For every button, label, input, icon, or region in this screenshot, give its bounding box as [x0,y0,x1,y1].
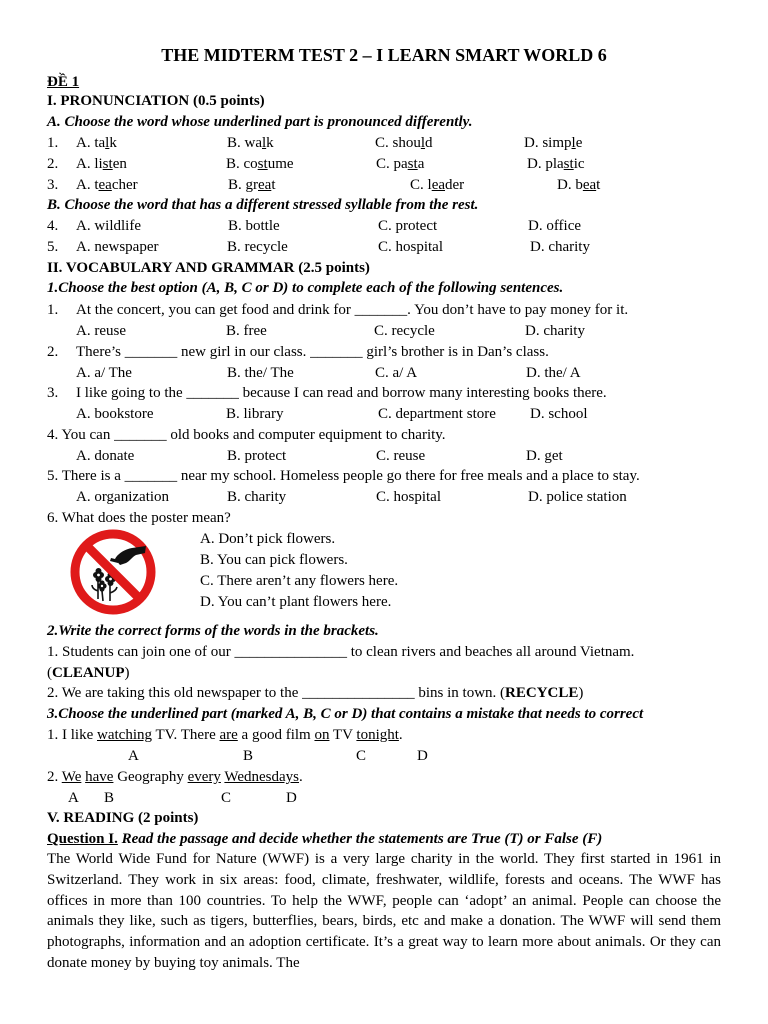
option-c: C. leader [410,177,465,193]
option-a: A. reuse [76,323,126,339]
option-a: A. talk [76,135,117,151]
option-b: B. free [226,323,267,339]
letter-c: C [221,790,232,806]
option-c: C. department store [378,406,496,422]
section1-partA: A. Choose the word whose underlined part is pronounced differently. [47,114,473,130]
letter-d: D [286,790,297,806]
poster-option-a: A. Don’t pick flowers. [200,531,336,547]
word-form-1: 1. Students can join one of our _______________ to clean rivers and beaches all around Vietnam. [47,644,635,660]
section5-heading: V. READING (2 points) [47,810,199,826]
option-c: C. hospital [378,239,444,255]
section1-heading: I. PRONUNCIATION (0.5 points) [47,93,265,109]
option-b: B. charity [227,489,287,505]
reading-question-1: Question I. Read the passage and decide whether the statements are True (T) or False (F) [47,831,603,847]
option-b: B. bottle [228,218,280,234]
option-a: A. donate [76,448,135,464]
error-id-1: 1. I like watching TV. There are a good film on TV tonight. [47,727,403,743]
letter-d: D [417,748,428,764]
option-b: B. walk [227,135,274,151]
option-a: A. organization [76,489,170,505]
q-number: 5. [47,239,59,255]
letter-a: A [128,748,139,764]
de-label: ĐỀ 1 [47,74,80,90]
option-d: D. charity [525,323,585,339]
q-number: 2. [47,344,59,360]
q-number: 1. [47,135,59,151]
option-a: A. bookstore [76,406,154,422]
option-c: C. should [375,135,433,151]
option-a: A. newspaper [76,239,159,255]
option-b: B. the/ The [227,365,294,381]
option-b: B. protect [227,448,287,464]
reading-passage: The World Wide Fund for Nature (WWF) is a very large charity in the world. They first started in 1961 in Switzerland. They work in six areas: food, climate, freshwater, wildlife, forests and oceans. The WWF has offices in more than 100 countries. To help the WWF, people can ‘adopt’ an animal. People can choose the animals they like, such as tigers, butterflies, bears, birds, etc and make a donation. The WWF will send them photographs, information and an adoption certificate. It’s a great way to learn more about animals. Or they can donate money by buying toy animals. The [47,851,721,971]
poster-option-b: B. You can pick flowers. [200,552,348,568]
letter-a: A [68,790,79,806]
option-d: D. the/ A [526,365,581,381]
section2-heading: II. VOCABULARY AND GRAMMAR (2.5 points) [47,260,370,276]
option-a: A. a/ The [76,365,132,381]
error-id-1-letters [0,747,768,765]
q-number: 4. [47,218,59,234]
option-b: B. library [226,406,284,422]
option-d: D. get [526,448,563,464]
mcq-6-stem: 6. What does the poster mean? [47,510,231,526]
section1-partB: B. Choose the word that has a different stressed syllable from the rest. [47,197,479,213]
letter-c: C [356,748,367,764]
option-b: B. costume [226,156,294,172]
error-id-2-letters [0,789,768,807]
q-number: 3. [47,385,59,401]
section2-part3: 3.Choose the underlined part (marked A, B, C or D) that contains a mistake that needs to correct [47,706,644,722]
page-title: THE MIDTERM TEST 2 – I LEARN SMART WORLD 6 [161,45,607,65]
q-number: 3. [47,177,59,193]
option-c: C. pasta [376,156,425,172]
question-text: I like going to the _______ because I can read and borrow many interesting books there. [76,385,607,401]
section2-part2: 2.Write the correct forms of the words in the brackets. [47,623,379,639]
mcq-5-stem: 5. There is a _______ near my school. Homeless people go there for free meals and a place to stay. [47,468,640,484]
option-d: D. plastic [527,156,585,172]
option-c: C. a/ A [375,365,418,381]
poster-option-c: C. There aren’t any flowers here. [200,573,399,589]
option-b: B. recycle [227,239,288,255]
mcq-4-stem: 4. You can _______ old books and computer equipment to charity. [47,427,446,443]
q-number: 1. [47,302,59,318]
question-text: There’s _______ new girl in our class. _______ girl’s brother is in Dan’s class. [76,344,549,360]
option-a: A. listen [76,156,127,172]
letter-b: B [104,790,115,806]
section2-part1: 1.Choose the best option (A, B, C or D) to complete each of the following sentences. [47,280,564,296]
question-text: At the concert, you can get food and drink for _______. You don’t have to pay money for it. [76,302,629,318]
option-c: C. hospital [376,489,442,505]
option-c: C. protect [378,218,438,234]
option-d: D. office [528,218,582,234]
option-d: D. police station [528,489,627,505]
q-number: 2. [47,156,59,172]
option-c: C. recycle [374,323,435,339]
error-id-2: 2. We have Geography every Wednesdays. [47,769,303,785]
option-d: D. charity [530,239,590,255]
option-a: A. wildlife [76,218,141,234]
option-a: A. teacher [76,177,138,193]
option-c: C. reuse [376,448,426,464]
word-form-1-cue: (CLEANUP) [47,665,130,681]
option-d: D. simple [524,135,583,151]
option-d: D. beat [557,177,601,193]
no-picking-flowers-sign-icon [70,529,156,615]
word-form-2: 2. We are taking this old newspaper to the _______________ bins in town. (RECYCLE) [47,685,584,701]
option-b: B. great [228,177,276,193]
letter-b: B [243,748,254,764]
poster-option-d: D. You can’t plant flowers here. [200,594,392,610]
option-d: D. school [530,406,588,422]
